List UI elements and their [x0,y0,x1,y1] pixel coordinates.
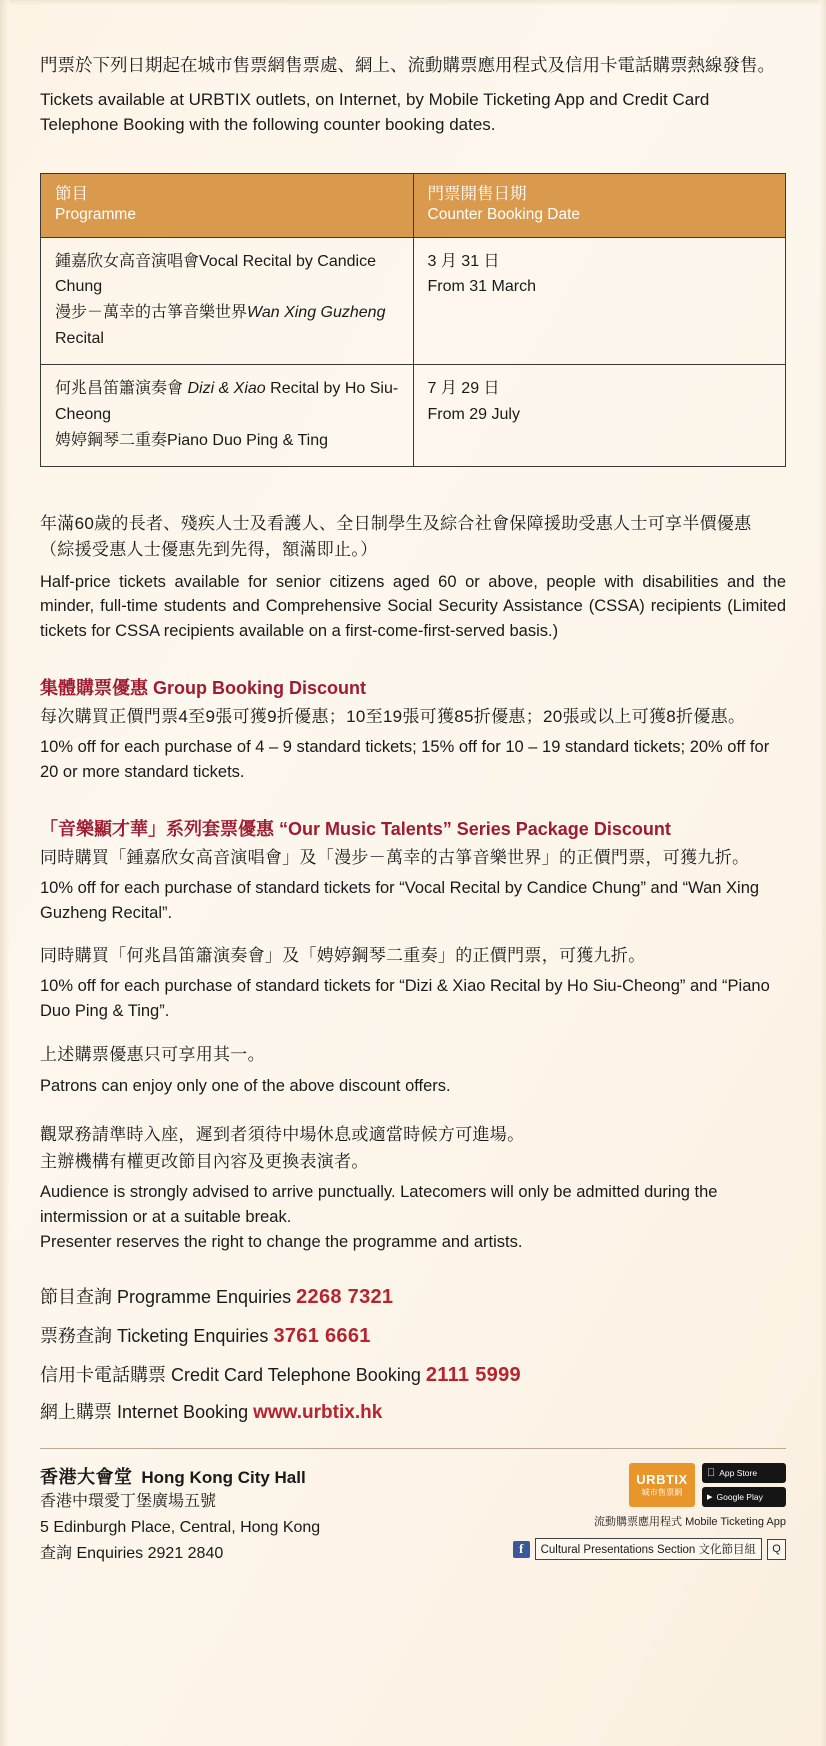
programme-title-en: Vocal Recital by Candice Chung [55,252,376,296]
package-discount-heading-zh: 「音樂顯才華」系列套票優惠 [40,818,274,839]
footer-logos [486,1463,786,1560]
programme-title-en: Recital [55,330,104,348]
play-triangle-icon: ▸ [707,1490,713,1503]
audience-notes-section [40,1122,786,1254]
booking-date-zh: 3 月 31 日 [427,252,500,270]
programme-line [55,300,401,352]
contact-phone-number[interactable]: 2268 7321 [296,1286,394,1309]
contact-label-zh: 節目查詢 [40,1287,112,1308]
audience-note-en-2: Presenter reserves the right to change the programme and artists. [40,1232,523,1251]
package-para2-zh: 同時購買「何兆昌笛簫演奏會」及「娉婷鋼琴二重奏」的正價門票，可獲九折。 [40,945,646,965]
table-row [41,365,786,467]
table-header-booking-date-en: Counter Booking Date [427,206,581,224]
booking-dates-table [40,173,786,467]
venue-address-en: 5 Edinburgh Place, Central, Hong Kong [40,1518,321,1536]
table-header-booking-date-zh: 門票開售日期 [427,184,527,203]
package-discount-heading-en: “Our Music Talents” Series Package Discount [279,818,671,839]
package-para1-en-pre: 10% off for each purchase of standard tickets for “Vocal Recital by Candice Chung” and “Wan Xing [40,879,760,897]
contact-credit-card-booking [40,1362,786,1388]
venue-name-zh: 香港大會堂 [40,1467,133,1488]
venue-enquiries-en: Enquiries 2921 2840 [76,1544,224,1562]
urbtix-logo-text-zh: 城市售票網 [641,1487,683,1497]
package-para2-en-pre: 10% off for each purchase of standard tickets for “ [40,976,405,995]
group-booking-heading-en: Group Booking Discount [153,677,367,698]
enquiries-section [40,1284,786,1426]
contact-programme-enquiries [40,1284,786,1310]
audience-note-zh-1: 觀眾務請準時入座，遲到者須待中場休息或適當時候方可進場。 [40,1125,525,1145]
group-booking-heading [40,674,786,700]
venue-name-en: Hong Kong City Hall [141,1468,306,1488]
table-header-programme [41,173,414,237]
booking-website-link[interactable]: www.urbtix.hk [253,1402,383,1424]
package-discount-section [40,815,786,1099]
contact-internet-booking [40,1401,786,1426]
footer-section [40,1463,786,1593]
apple-icon [707,1468,715,1479]
table-header-row [41,173,786,237]
programme-title-en: Recital by Ho Siu-Cheong [55,380,399,424]
programme-title-zh: 何兆昌笛簫演奏會 [55,380,188,398]
programme-title-zh: 漫步－萬幸的古箏音樂世界 [55,304,248,322]
venue-enquiries-zh: 查詢 [40,1544,73,1562]
paper-edge-top [0,0,826,6]
contact-label-en: Credit Card Telephone Booking [171,1365,421,1386]
paper-edge-right [819,0,826,1746]
booking-date-en: From 29 July [427,406,520,424]
facebook-row[interactable] [486,1538,786,1560]
programme-line [55,376,401,428]
package-para1-en [40,876,786,926]
concession-text-zh: 年滿60歲的長者、殘疾人士及看護人、全日制學生及綜合社會保障援助受惠人士可享半價優惠（綜援受惠人士優惠先到先得，額滿即止。） [40,513,752,560]
facebook-icon[interactable]: f [513,1541,530,1558]
package-discount-heading [40,815,786,841]
concession-text-en: Half-price tickets available for senior citizens aged 60 or above, people with disabilities and the minder, full-time students and Comprehensive Social Security Assistance (CSSA) recipients (Limited tickets for CSSA recipients available on a first-come-first-served basis.) [40,572,786,641]
programme-title-en-italic: Wan Xing Guzheng [247,304,386,322]
app-badges-row [486,1463,786,1507]
programme-title-en: Piano Duo Ping & Ting [167,431,329,449]
footer-divider [40,1448,786,1449]
app-store-badge-label: App Store [711,1468,749,1479]
audience-note-en-1: Audience is strongly advised to arrive punctually. Latecomers will only be admitted during the intermission or at a suitable break. [40,1183,718,1226]
contact-label-en: Programme Enquiries [117,1287,292,1308]
table-cell-booking-date [413,365,786,467]
table-cell-programme [41,237,414,365]
urbtix-logo-text-en: URBTIX [636,1472,688,1488]
search-icon[interactable]: Q [767,1539,786,1560]
package-note-en: Patrons can enjoy only one of the above discount offers. [40,1076,451,1095]
booking-date-en: From 31 March [427,278,536,296]
group-booking-section [40,674,786,785]
package-para2-en-post: Recital by Ho Siu-Cheong” and “Piano Duo Ping & Ting”. [40,976,770,1020]
google-play-badge[interactable] [702,1487,786,1507]
urbtix-logo [629,1463,695,1507]
package-para1-zh: 同時購買「鍾嘉欣女高音演唱會」及「漫步－萬幸的古箏音樂世界」的正價門票，可獲九折。 [40,847,750,867]
audience-note-zh-2: 主辦機構有權更改節目內容及更換表演者。 [40,1151,369,1171]
intro-text-en: Tickets available at URBTIX outlets, on Internet, by Mobile Ticketing App and Credit Card Telephone Booking with the following counter booking dates. [40,89,710,134]
group-booking-text-en: 10% off for each purchase of 4 – 9 standard tickets; 15% off for 10 – 19 standard tickets; 20% off for 20 or more standard tickets. [40,738,770,781]
group-booking-heading-zh: 集體購票優惠 [40,677,148,698]
facebook-page-label[interactable]: Cultural Presentations Section 文化節目組 [535,1538,762,1560]
programme-title-zh: 娉婷鋼琴二重奏 [55,431,168,449]
mobile-app-caption: 流動購票應用程式 Mobile Ticketing App [594,1516,786,1529]
venue-address-zh: 香港中環愛丁堡廣場五號 [40,1493,217,1511]
table-header-booking-date [413,173,786,237]
booking-date-zh: 7 月 29 日 [427,380,500,398]
programme-title-en-italic: Dizi & Xiao [187,380,266,398]
package-para1-en-post: Recital”. [106,903,173,922]
programme-line [55,249,401,301]
table-cell-programme [41,365,414,467]
package-para1-en-italic: Guzheng [40,903,107,922]
table-header-programme-zh: 節目 [55,184,88,203]
contact-phone-number[interactable]: 2111 5999 [425,1364,521,1387]
table-header-programme-en: Programme [55,206,136,224]
app-store-badge[interactable] [702,1463,786,1483]
group-booking-text-zh: 每次購買正價門票4至9張可獲9折優惠；10至19張可獲85折優惠；20張或以上可獲8折優惠。 [40,706,746,726]
concession-section [40,511,786,644]
package-para2-en-italic: Dizi & Xiao [404,976,486,995]
intro-text-zh: 門票於下列日期起在城市售票網售票處、網上、流動購票應用程式及信用卡電話購票熱線發售。 [40,55,775,75]
contact-ticketing-enquiries [40,1323,786,1349]
table-row [41,237,786,365]
contact-phone-number[interactable]: 3761 6661 [273,1325,371,1348]
contact-label-zh: 網上購票 [40,1402,112,1423]
paper-edge-left [0,0,9,1746]
package-note-zh: 上述購票優惠只可享用其一。 [40,1045,265,1065]
google-play-badge-label: Google Play [716,1492,763,1503]
ticket-availability-section [40,52,786,137]
table-cell-booking-date [413,237,786,365]
contact-label-en: Internet Booking [117,1402,249,1423]
contact-label-en: Ticketing Enquiries [117,1326,269,1347]
contact-label-zh: 信用卡電話購票 [40,1365,166,1386]
programme-title-zh: 鍾嘉欣女高音演唱會 [55,252,200,270]
contact-label-zh: 票務查詢 [40,1326,112,1347]
programme-line [55,428,401,454]
package-para2-en [40,974,786,1024]
store-badges [702,1463,786,1507]
